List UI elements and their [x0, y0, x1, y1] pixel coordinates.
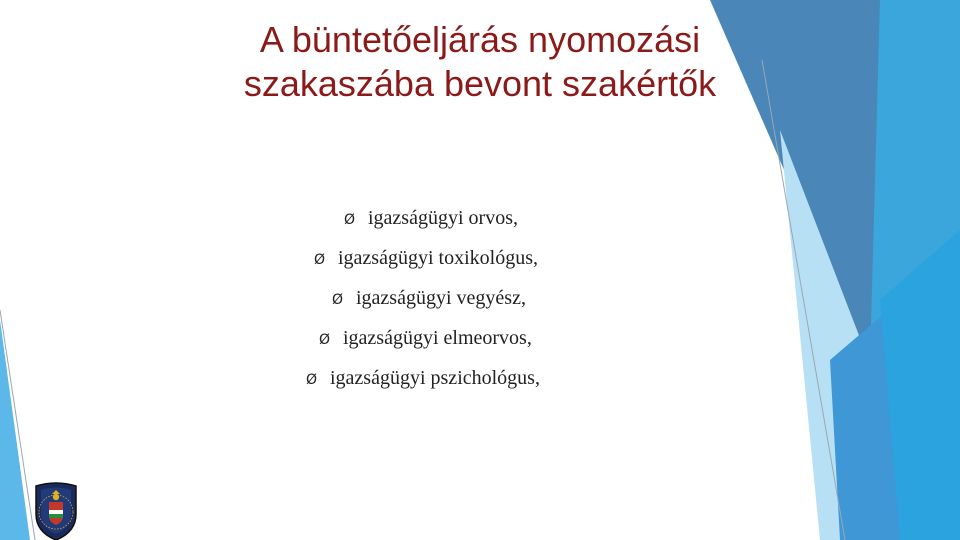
title-line-2: szakaszába bevont szakértők: [243, 63, 717, 104]
list-item-text: igazságügyi orvos,: [368, 207, 518, 229]
list-item: [314, 246, 538, 272]
arrow-bullet-icon: Ø: [332, 292, 344, 308]
list-item: [319, 326, 532, 352]
list-item: [332, 286, 526, 312]
list-item-text: igazságügyi vegyész,: [356, 287, 526, 309]
title-line-1: A büntetőeljárás nyomozási: [259, 19, 701, 60]
arrow-bullet-icon: Ø: [344, 212, 356, 228]
facet-left: [0, 320, 30, 540]
list-item: [306, 366, 540, 392]
slide-title: [180, 18, 780, 106]
list-item-text: igazságügyi elmeorvos,: [343, 327, 532, 349]
police-emblem-logo: [32, 480, 80, 540]
list-item: [344, 206, 518, 232]
list-item-text: igazságügyi pszichológus,: [330, 367, 540, 389]
arrow-bullet-icon: Ø: [306, 372, 318, 388]
arrow-bullet-icon: Ø: [319, 332, 331, 348]
arrow-bullet-icon: Ø: [314, 252, 326, 268]
list-item-text: igazságügyi toxikológus,: [338, 247, 538, 269]
